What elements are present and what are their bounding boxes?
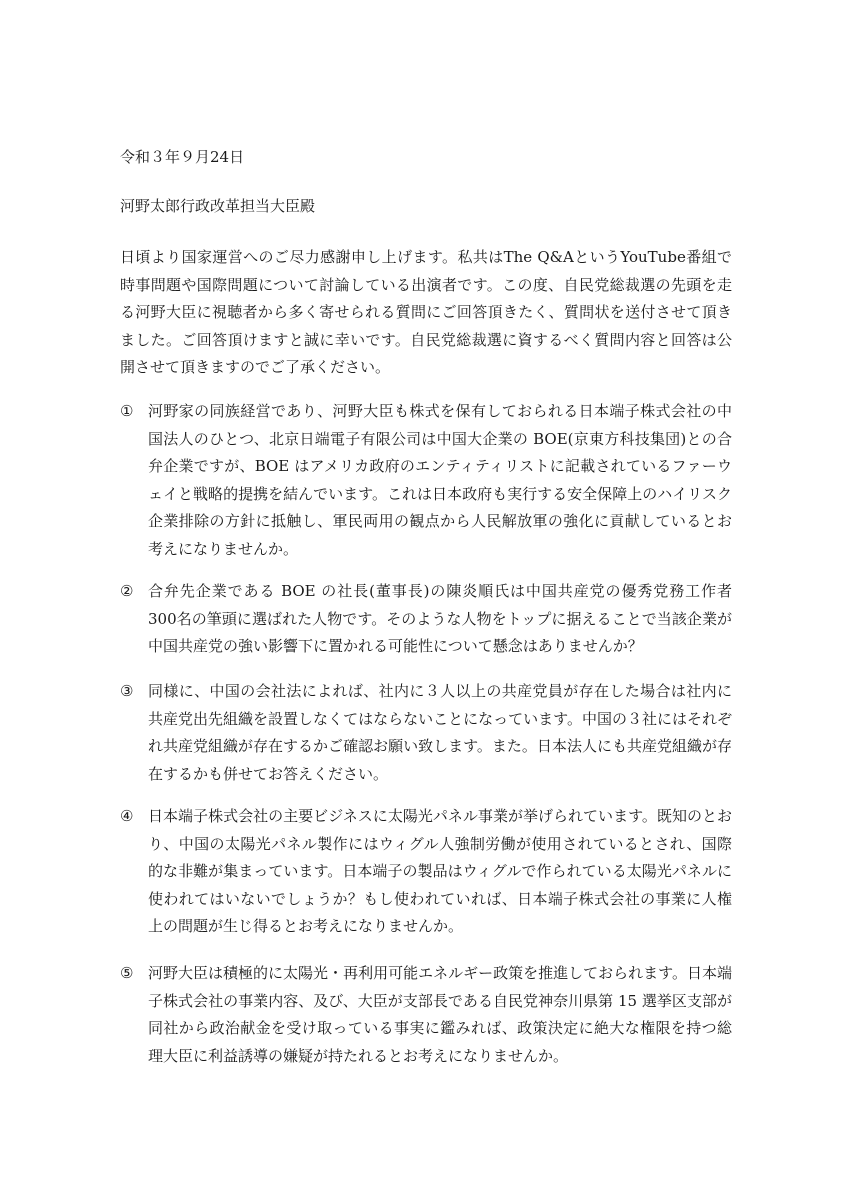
question-text: 河野家の同族経営であり、河野大臣も株式を保有しておられる日本端子株式会社の中国法人のひとつ、北京日端電子有限公司は中国大企業の BOE(京東方科技集団)との合弁企業ですが、BOE はアメリカ政府のエンティティリストに記載されているファーウェイと戦略的提携を結んでいます。これは日本政府も実行する安全保障上のハイリスク企業排除の方針に抵触し、軍民両用の観点から人民解放軍の強化に貢献しているとお考えになりませんか。 [148, 402, 732, 558]
question-text: 合弁先企業である BOE の社長(董事長)の陳炎順氏は中国共産党の優秀党務工作者 300名の筆頭に選ばれた人物です。そのような人物をトップに据えることで当該企業が中国共産党の強い影響下に置かれる可能性について懸念はありませんか？ [148, 582, 732, 656]
question-item-2 [120, 578, 732, 661]
question-text: 河野大臣は積極的に太陽光・再利用可能エネルギー政策を推進しておられます。日本端子株式会社の事業内容、及び、大臣が支部長である自民党神奈川県第 15 選挙区支部が同社から政治献金を受け取っている事実に鑑みれば、政策決定に絶大な権限を持つ総理大臣に利益誘導の嫌疑が持たれるとお考えになりませんか。 [148, 964, 732, 1065]
question-number: ③ [120, 682, 134, 700]
intro-paragraph: 日頃より国家運営へのご尽力感謝申し上げます。私共はThe Q&AというYouTube番組で時事問題や国際問題について討論している出演者です。この度、自民党総裁選の先頭を走る河野大臣に視聴者から多く寄せられる質問にご回答頂きたく、質問状を送付させて頂きました。ご回答頂けますと誠に幸いです。自民党総裁選に資するべく質問内容と回答は公開させて頂きますのでご了承ください。 [120, 248, 732, 377]
letter-addressee: 河野太郎行政改革担当大臣殿 [120, 197, 316, 215]
question-item-5 [120, 960, 732, 1070]
question-item-3 [120, 678, 732, 788]
question-item-1 [120, 398, 732, 564]
letter-date: 令和３年９月24日 [120, 148, 245, 166]
question-number: ① [120, 402, 134, 420]
question-item-4 [120, 803, 732, 941]
question-number: ② [120, 582, 134, 600]
question-number: ④ [120, 807, 134, 825]
question-text: 日本端子株式会社の主要ビジネスに太陽光パネル事業が挙げられています。既知のとおり、中国の太陽光パネル製作にはウィグル人強制労働が使用されているとされ、国際的な非難が集まっています。日本端子の製品はウィグルで作られている太陽光パネルに使われてはいないでしょうか？もし使われていれば、日本端子株式会社の事業に人権上の問題が生じ得るとお考えになりませんか。 [148, 807, 732, 936]
question-text: 同様に、中国の会社法によれば、社内に３人以上の共産党員が存在した場合は社内に共産党出先組織を設置しなくてはならないことになっています。中国の３社にはそれぞれ共産党組織が存在するかご確認お願い致します。また。日本法人にも共産党組織が存在するかも併せてお答えください。 [148, 682, 732, 783]
question-number: ⑤ [120, 964, 134, 982]
